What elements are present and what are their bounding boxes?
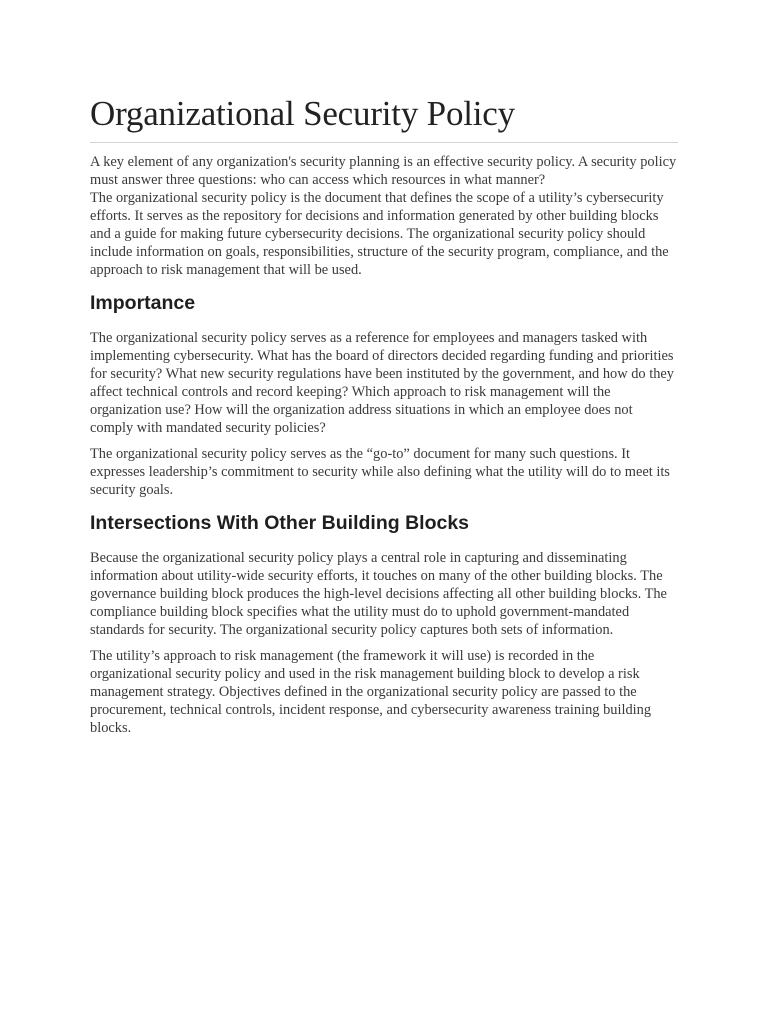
section-intersections — [90, 511, 678, 737]
intro-block — [90, 153, 678, 279]
intro-paragraph-2: The organizational security policy is the document that defines the scope of a utility’s cybersecurity efforts. It serves as the repository for decisions and information generated by other building blocks and a guide for making future cybersecurity decisions. The organizational security policy should include information on goals, responsibilities, structure of the security program, compliance, and the approach to risk management that will be used. — [90, 190, 669, 278]
section-heading-intersections: Intersections With Other Building Blocks — [90, 512, 470, 534]
section-heading-importance: Importance — [90, 292, 196, 314]
intro-paragraph-1: A key element of any organization's security planning is an effective security policy. A security policy must answer three questions: who can access which resources in what manner? — [90, 154, 677, 188]
intersections-paragraph-1: Because the organizational security policy plays a central role in capturing and disseminating information about utility-wide security efforts, it touches on many of the other building blocks. The governance building block produces the high-level decisions affecting all other building blocks. The compliance building block specifies what the utility must do to uphold government-mandated standards for security. The organizational security policy captures both sets of information. — [90, 550, 667, 638]
page-title: Organizational Security Policy — [90, 92, 678, 143]
document-page — [90, 92, 678, 745]
intersections-paragraph-2: The utility’s approach to risk management (the framework it will use) is recorded in the organizational security policy and used in the risk management building block to develop a risk management strategy. Objectives defined in the organizational security policy are passed to the procurement, technical controls, incident response, and cybersecurity awareness training building blocks. — [90, 648, 652, 736]
section-importance — [90, 291, 678, 499]
importance-paragraph-2: The organizational security policy serves as the “go-to” document for many such questions. It expresses leadership’s commitment to security while also defining what the utility will do to meet its security goals. — [90, 446, 670, 498]
importance-paragraph-1: The organizational security policy serves as a reference for employees and managers tasked with implementing cybersecurity. What has the board of directors decided regarding funding and priorities for security? What new security regulations have been instituted by the government, and how do they affect technical controls and record keeping? Which approach to risk management will the organization use? How will the organization address situations in which an employee does not comply with mandated security policies? — [90, 330, 674, 436]
